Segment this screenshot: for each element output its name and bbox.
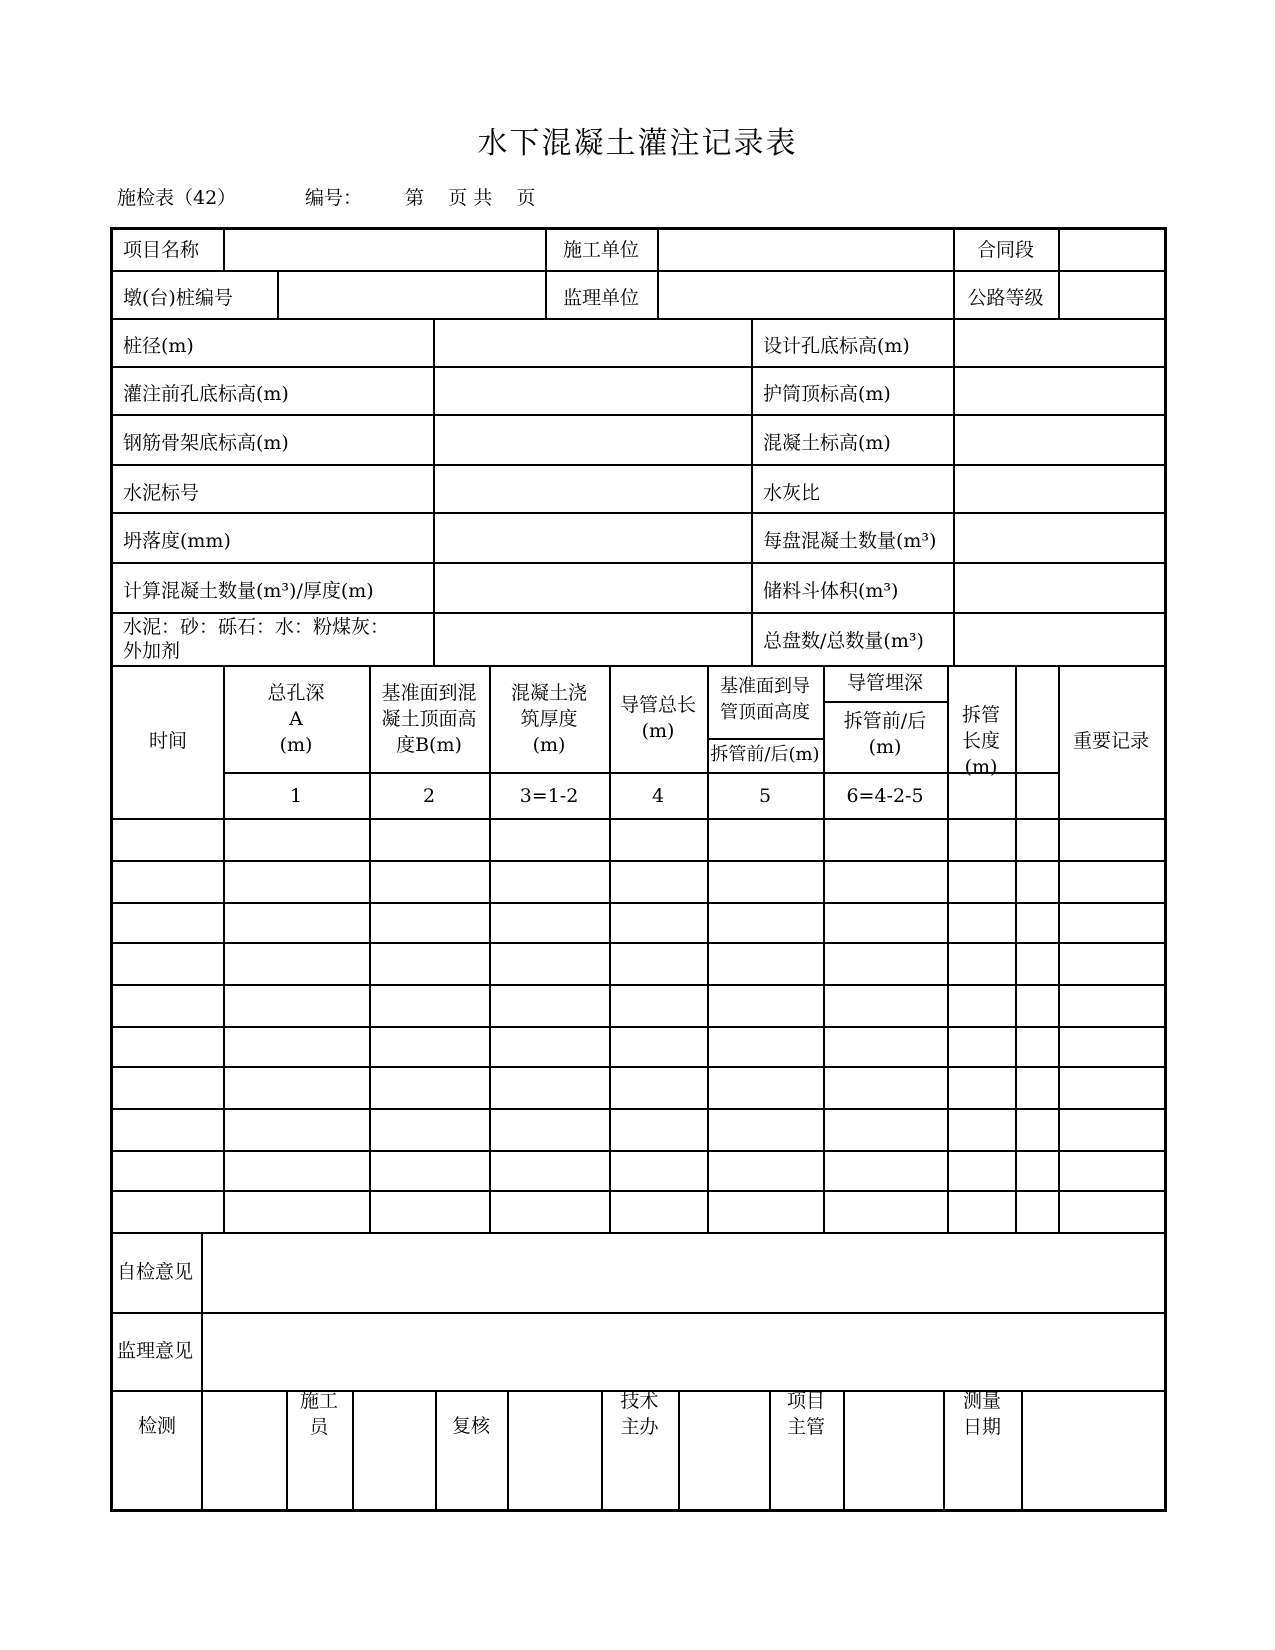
param-left-3: 钢筋骨架底标高(m) xyxy=(123,432,289,454)
header-important-notes: 重要记录 xyxy=(1072,730,1149,752)
sig-inspector: 检测 xyxy=(137,1415,176,1437)
param-left-2: 灌注前孔底标高(m) xyxy=(123,383,289,405)
param-left-5: 坍落度(mm) xyxy=(123,530,231,552)
param-left-7: 水泥：砂：砾石：水：粉煤灰： 外加剂 xyxy=(123,616,390,662)
param-left-1: 桩径(m) xyxy=(123,335,194,357)
label-self-check-opinion: 自检意见 xyxy=(117,1261,194,1283)
param-right-7: 总盘数/总数量(m³) xyxy=(763,630,924,652)
record-form-table xyxy=(110,227,1167,1512)
label-project-name: 项目名称 xyxy=(123,239,200,261)
header-embed-depth-sub: 拆管前/后 (m) xyxy=(843,710,927,758)
label-highway-grade: 公路等级 xyxy=(967,287,1044,309)
param-right-2: 护筒顶标高(m) xyxy=(763,383,891,405)
formula-col-2: 2 xyxy=(422,785,436,807)
label-contract-section: 合同段 xyxy=(976,239,1034,261)
label-supervisor: 监理单位 xyxy=(562,287,639,309)
formula-col-4: 4 xyxy=(651,785,665,807)
sig-tech-lead: 技术 主办 xyxy=(620,1390,659,1438)
serial-label: 编号： xyxy=(305,187,363,209)
formula-col-5: 5 xyxy=(758,785,772,807)
header-embed-depth: 导管埋深 xyxy=(846,672,923,694)
header-datum-to-pipe-sub: 拆管前/后(m) xyxy=(710,744,820,765)
page-title: 水下混凝土灌注记录表 xyxy=(477,126,798,161)
formula-col-6: 6=4-2-5 xyxy=(846,785,924,807)
param-left-4: 水泥标号 xyxy=(123,482,200,504)
formula-col-1: 1 xyxy=(289,785,303,807)
header-total-depth: 总孔深 A (m) xyxy=(267,682,325,756)
label-pier-pile-no: 墩(台)桩编号 xyxy=(123,287,233,309)
param-right-5: 每盘混凝土数量(m³) xyxy=(763,530,937,552)
formula-col-3: 3=1-2 xyxy=(519,785,579,807)
sig-survey-date: 测量 日期 xyxy=(962,1390,1001,1438)
param-right-3: 混凝土标高(m) xyxy=(763,432,891,454)
header-pour-thickness: 混凝土浇 筑厚度 (m) xyxy=(510,682,587,756)
header-pipe-length: 导管总长 (m) xyxy=(619,694,696,742)
header-datum-to-concrete: 基准面到混 凝土顶面高 度B(m) xyxy=(381,682,477,756)
param-right-4: 水灰比 xyxy=(763,482,821,504)
sig-constructor: 施工 员 xyxy=(299,1390,338,1438)
page-number: 第 页 共 页 xyxy=(405,187,536,209)
label-contractor: 施工单位 xyxy=(562,239,639,261)
form-code: 施检表（42） xyxy=(117,187,237,209)
param-left-6: 计算混凝土数量(m³)/厚度(m) xyxy=(123,580,374,602)
header-time: 时间 xyxy=(148,730,187,752)
param-right-6: 储料斗体积(m³) xyxy=(763,580,899,602)
header-removed-length: 拆管 长度 (m) xyxy=(961,704,1000,778)
sig-project-manager: 项目 主管 xyxy=(786,1390,825,1438)
label-supervision-opinion: 监理意见 xyxy=(117,1340,194,1362)
param-right-1: 设计孔底标高(m) xyxy=(763,335,910,357)
sig-reviewer: 复核 xyxy=(451,1415,490,1437)
header-datum-to-pipe: 基准面到导 管顶面高度 xyxy=(720,676,810,723)
